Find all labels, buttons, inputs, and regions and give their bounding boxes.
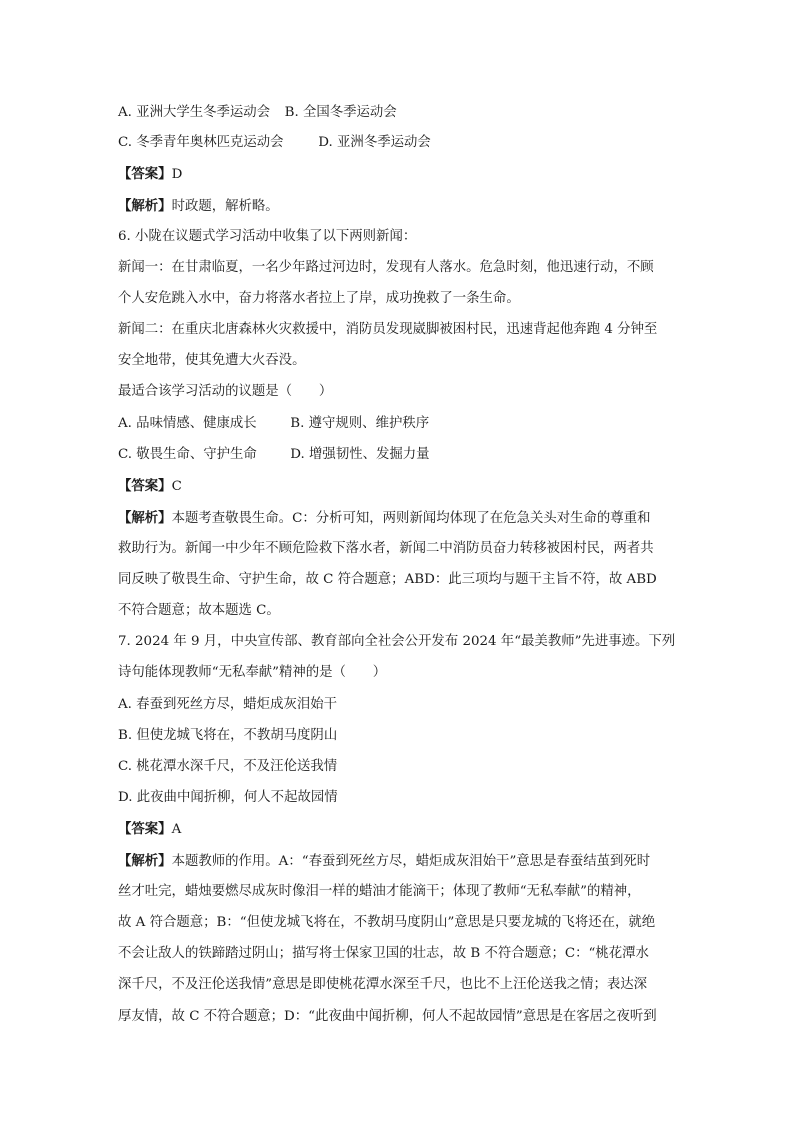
q6-option-a: A. 品味情感、健康成长 <box>118 416 257 431</box>
q6-option-d: D. 增强韧性、发掘力量 <box>290 447 430 462</box>
q5-option-a: A. 亚洲大学生冬季运动会 <box>118 105 271 120</box>
q7-option-b: B. 但使龙城飞将在，不教胡马度阴山 <box>118 728 338 743</box>
q6-stem: 6. 小陇在议题式学习活动中收集了以下两则新闻： <box>118 229 417 244</box>
q5-option-c: C. 冬季青年奥林匹克运动会 <box>118 135 284 150</box>
q7-stem-line2: 诗句能体现教师“无私奉献”精神的是（ ） <box>118 665 387 680</box>
q5-analysis <box>118 196 279 217</box>
q7-analysis-line3: 故 A 符合题意；B：“但使龙城飞将在，不教胡马度阴山”意思是只要龙城的飞将还在，就绝 <box>118 915 656 930</box>
answer-value: D <box>171 167 183 182</box>
analysis-tag: 【解析】 <box>118 510 172 526</box>
q6-news2-line2: 安全地带，使其免遭大火吞没。 <box>118 353 306 368</box>
answer-value: C <box>171 479 182 494</box>
q6-answer <box>118 476 182 497</box>
analysis-text: 时政题，解析略。 <box>171 199 279 214</box>
analysis-tag: 【解析】 <box>118 853 172 869</box>
answer-tag: 【答案】 <box>118 821 172 837</box>
q5-option-b: B. 全国冬季运动会 <box>284 105 397 120</box>
analysis-text: 本题教师的作用。A：“春蚕到死丝方尽，蜡炬成灰泪始干”意思是春蚕结茧到死时 <box>171 854 651 869</box>
q7-analysis-line6: 厚友情，故 C 不符合题意；D：“此夜曲中闻折柳，何人不起故园情”意思是在客居之夜听到 <box>118 1009 657 1024</box>
answer-value: A <box>171 822 182 837</box>
answer-tag: 【答案】 <box>118 478 172 494</box>
q6-options-row-2 <box>118 445 430 465</box>
q6-options-row-1 <box>118 414 429 434</box>
q7-analysis-line2: 丝才吐完，蜡烛要燃尽成灰时像泪一样的蜡油才能滴干；体现了教师“无私奉献”的精神， <box>118 884 641 899</box>
q7-stem-line1: 7. 2024 年 9 月，中央宣传部、教育部向全社会公开发布 2024 年“最美教师”先进事迹。下列 <box>118 634 676 649</box>
analysis-tag: 【解析】 <box>118 198 172 214</box>
answer-tag: 【答案】 <box>118 166 172 182</box>
q5-options-row-1 <box>118 103 397 123</box>
q6-option-b: B. 遵守规则、维护秩序 <box>290 416 430 431</box>
q7-option-a: A. 春蚕到死丝方尽，蜡炬成灰泪始干 <box>118 697 338 712</box>
q7-answer <box>118 819 181 840</box>
q6-news1-line1: 新闻一：在甘肃临夏，一名少年路过河边时，发现有人落水。危急时刻，他迅速行动，不顾 <box>118 260 654 275</box>
q6-news1-line2: 个人安危跳入水中，奋力将落水者拉上了岸，成功挽救了一条生命。 <box>118 291 520 306</box>
q7-analysis-line5: 深千尺，不及汪伦送我情”意思是即使桃花潭水深至千尺，也比不上汪伦送我之情；表达深 <box>118 977 648 992</box>
q5-answer <box>118 164 182 185</box>
q5-option-d: D. 亚洲冬季运动会 <box>318 135 431 150</box>
q7-analysis-line1 <box>118 851 650 872</box>
q6-analysis-line4: 不符合题意；故本题选 C。 <box>118 603 280 618</box>
q6-news2-line1: 新闻二：在重庆北唐森林火灾救援中，消防员发现崴脚被困村民，迅速背起他奔跑 4 分钟至 <box>118 322 658 337</box>
q7-analysis-line4: 不会让敌人的铁蹄踏过阴山；描写将士保家卫国的壮志，故 B 不符合题意；C：“桃花潭水 <box>118 946 649 961</box>
q6-analysis-line1 <box>118 508 650 529</box>
q7-option-d: D. 此夜曲中闻折柳，何人不起故园情 <box>118 790 338 805</box>
q7-option-c: C. 桃花潭水深千尺，不及汪伦送我情 <box>118 759 338 774</box>
q6-analysis-line3: 同反映了敬畏生命、守护生命，故 C 符合题意；ABD：此三项均与题干主旨不符，故 ABD <box>118 572 657 587</box>
q6-option-c: C. 敬畏生命、守护生命 <box>118 447 257 462</box>
analysis-text: 本题考查敬畏生命。C：分析可知，两则新闻均体现了在危急关头对生命的尊重和 <box>171 511 651 526</box>
q5-options-row-2 <box>118 133 431 153</box>
q6-analysis-line2: 救助行为。新闻一中少年不顾危险救下落水者，新闻二中消防员奋力转移被困村民，两者共 <box>118 541 654 556</box>
q6-question: 最适合该学习活动的议题是（ ） <box>118 384 333 399</box>
